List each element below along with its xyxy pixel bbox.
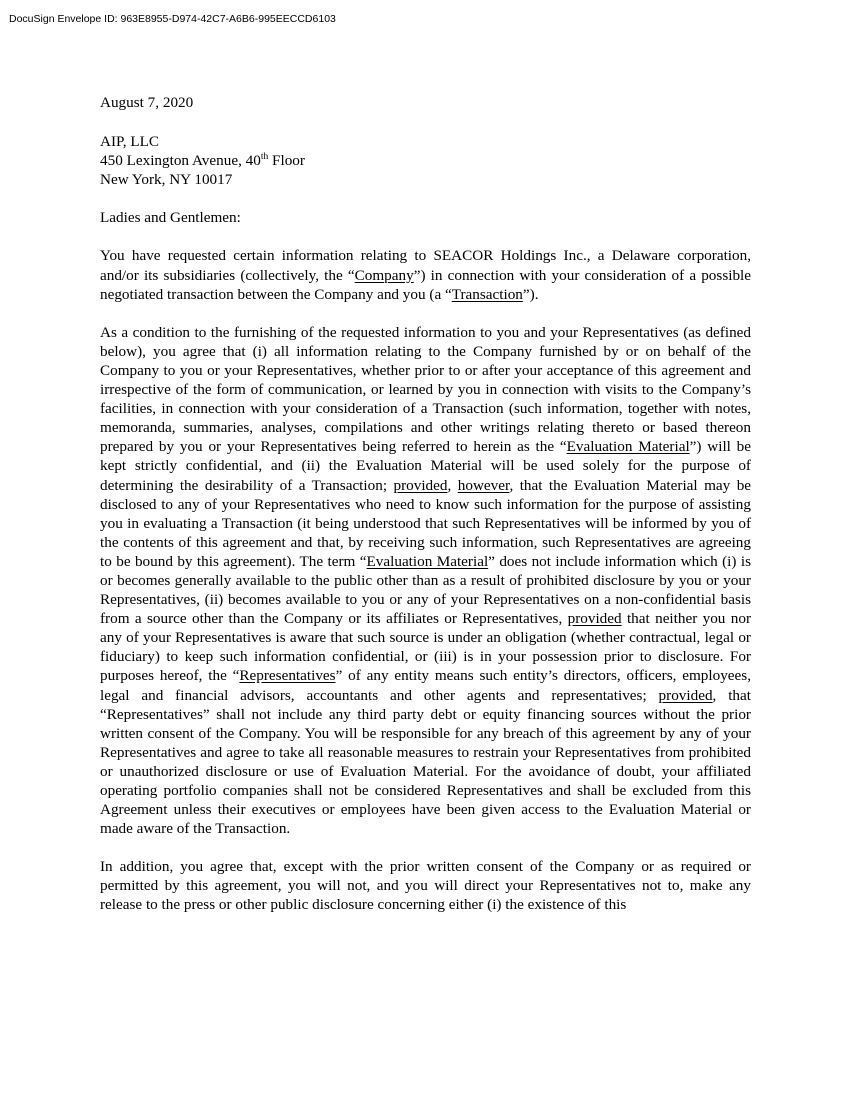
address-line-3: New York, NY 10017 [100, 171, 233, 189]
recipient-address [100, 132, 751, 189]
text-run: As a condition to the furnishing of the requested information to you and your Representatives (as defined below), you agree that (i) all information relating to the Company furnished by or on behalf of the Company to you or your Representatives, whether prior to or after your acceptance of this agreement and irrespective of the form of communication, or learned by you in connection with visits to the Company’s facilities, in connection with your consideration of a Transaction (such information, together with notes, memoranda, summaries, analyses, compilations and other writings relating thereto or based thereon prepared by you or your Representatives being referred to herein as the “ [100, 323, 751, 456]
defined-term-transaction: Transaction [451, 285, 523, 303]
underlined-provided-2: provided [567, 610, 622, 628]
defined-term-representatives: Representatives [239, 667, 336, 685]
defined-term-company: Company [354, 266, 414, 284]
address-floor-word: Floor [268, 152, 305, 170]
text-run: You have requested certain information relating to SEACOR Holdings Inc., a Delaware corporation, and/or its subsidiaries (collectively, the “ [100, 247, 751, 284]
text-run: ” of any entity means such entity’s directors, officers, employees, legal and financial advisors, accountants and other agents and representatives; [100, 667, 751, 704]
underlined-provided-3: provided [658, 686, 713, 704]
address-street: 450 Lexington Avenue, 40 [100, 152, 261, 170]
docusign-envelope-id: DocuSign Envelope ID: 963E8955-D974-42C7-A6B6-995EECCD6103 [9, 13, 336, 25]
text-run: ” does not include information which (i) is or becomes generally available to the public other than as a result of prohibited disclosure by you or your Representatives, (ii) becomes available to you or any of your Representatives on a non-confidential basis from a source other than the Company or its affiliates or Representatives, [100, 552, 751, 628]
text-run: that neither you nor any of your Representatives is aware that such source is under an obligation (whether contractual, legal or fiduciary) to keep such information confidential, or (iii) is in your possession prior to disclosure. For purposes hereof, the “ [100, 610, 752, 685]
defined-term-evaluation-material: Evaluation Material [566, 438, 690, 456]
text-run: ”). [522, 285, 539, 303]
address-line-1: AIP, LLC [100, 133, 160, 151]
letter-body [100, 93, 751, 934]
text-run: , that the Evaluation Material may be disclosed to any of your Representatives who need to know such information for the purpose of assisting you in evaluating a Transaction (it being understood that such Representatives will be informed by you of the contents of this agreement and that, by receiving such information, such Representatives are agreeing to be bound by this agreement). The term “ [100, 476, 752, 570]
paragraph-request [100, 246, 751, 303]
address-line-2 [100, 151, 751, 170]
text-run: ”) in connection with your consideration of a possible negotiated transaction between the Company and you (a “ [100, 266, 751, 303]
floor-ordinal-suffix: th [260, 152, 269, 163]
salutation: Ladies and Gentlemen: [100, 209, 241, 227]
defined-term-evaluation-material-2: Evaluation Material [366, 552, 489, 570]
underlined-however: however [457, 476, 510, 494]
letter-date: August 7, 2020 [100, 94, 194, 111]
underlined-provided: provided [393, 476, 448, 494]
text-run: ”) will be kept strictly confidential, and (ii) the Evaluation Material will be used solely for the purpose of determining the desirability of a Transaction; [100, 438, 751, 494]
paragraph-disclosure: In addition, you agree that, except with the prior written consent of the Company or as required or permitted by this agreement, you will not, and you will direct your Representatives not to, make any release to the press or other public disclosure concerning either (i) the existence of this [100, 858, 751, 914]
text-run: , that “Representatives” shall not include any third party debt or equity financing sources without the prior written consent of the Company. You will be responsible for any breach of this agreement by any of your Representatives and agree to take all reasonable measures to restrain your Representatives from prohibited or unauthorized disclosure or use of Evaluation Material. For the avoidance of doubt, your affiliated operating portfolio companies shall not be considered Representatives and shall be excluded from this Agreement unless their executives or employees have been given access to the Evaluation Material or made aware of the Transaction. [100, 686, 751, 838]
text-run: , [447, 476, 458, 494]
paragraph-confidentiality [100, 323, 751, 839]
